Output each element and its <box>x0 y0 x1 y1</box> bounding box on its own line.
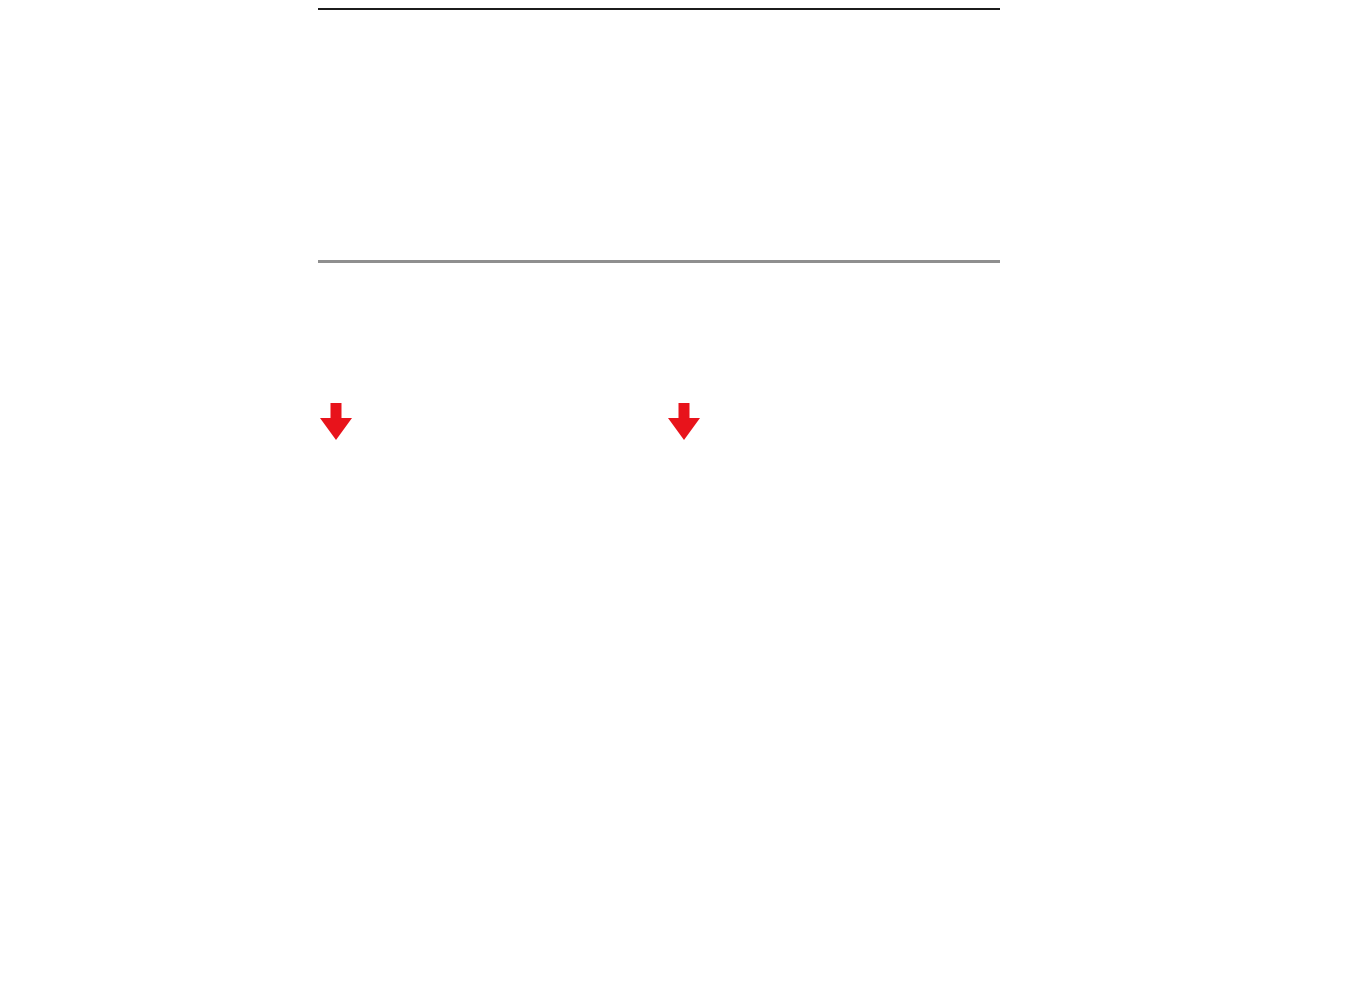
down-arrow-icon <box>320 403 352 440</box>
chart-annotation <box>344 91 349 121</box>
infographic-canvas <box>318 0 1000 1000</box>
down-arrow-icon <box>668 403 700 440</box>
top-rule <box>318 8 1000 10</box>
x-axis-line <box>318 260 1000 263</box>
